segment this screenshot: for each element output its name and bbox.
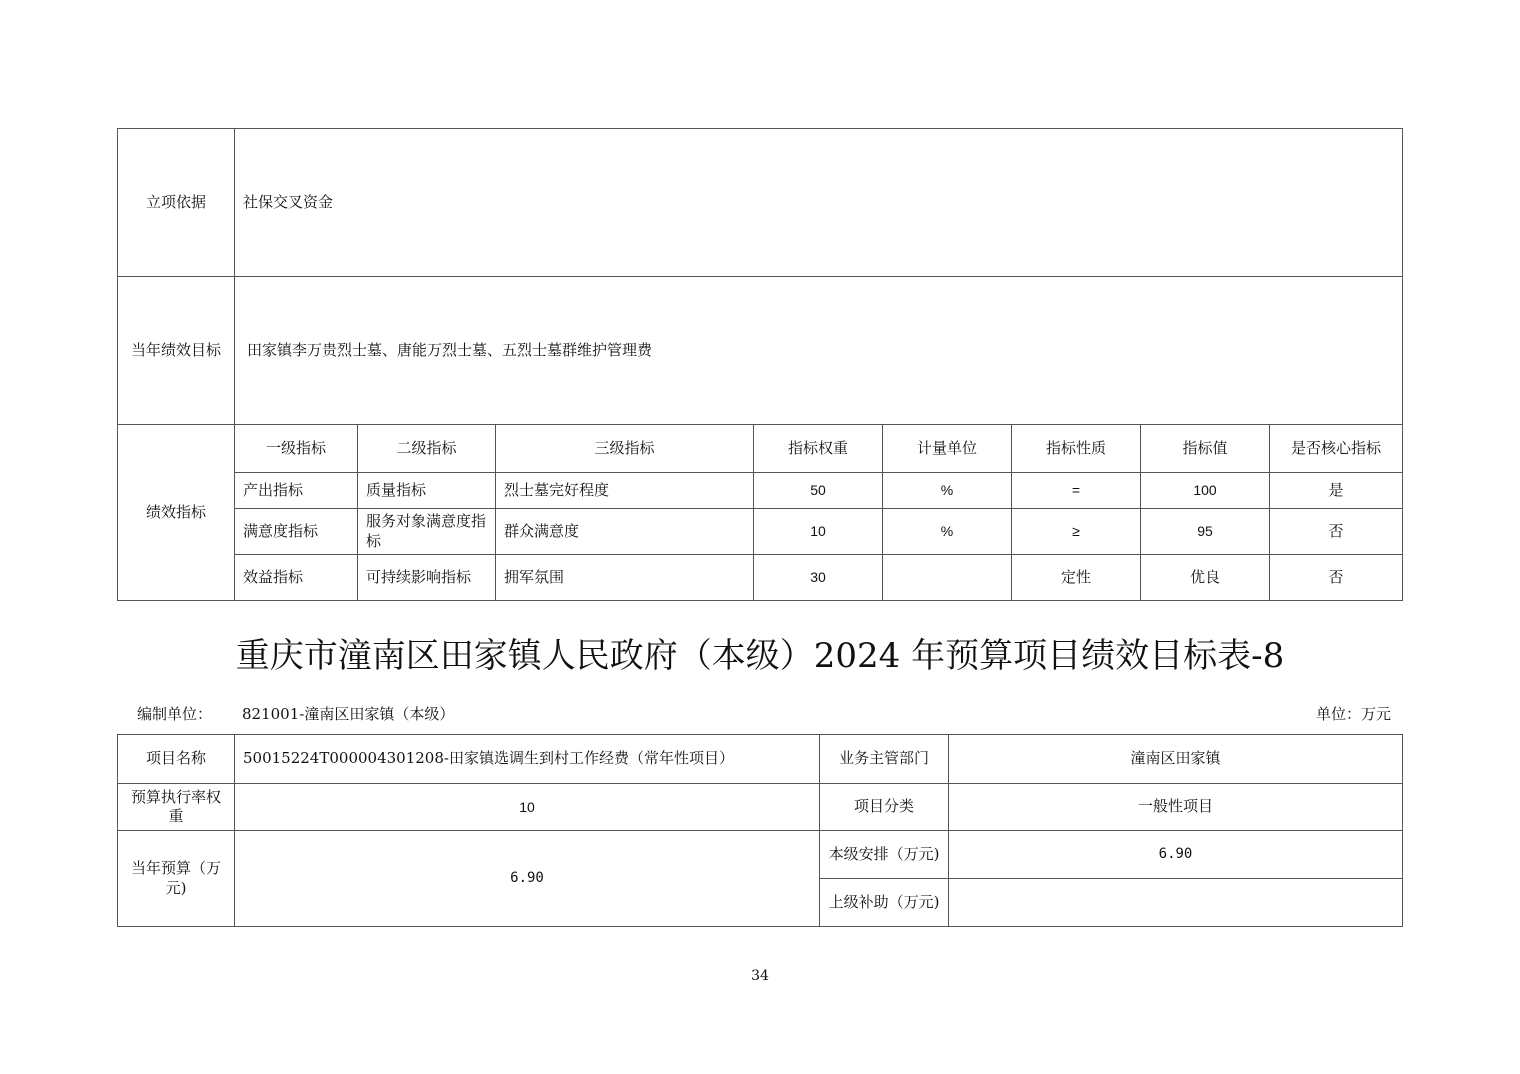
row-l3: 烈士墓完好程度 — [496, 473, 754, 509]
header-nature: 指标性质 — [1012, 425, 1141, 473]
row-l1: 效益指标 — [235, 555, 358, 601]
upper-subsidy-label: 上级补助（万元) — [820, 879, 949, 927]
page-number: 34 — [751, 968, 769, 984]
row-nature: = — [1012, 473, 1141, 509]
row-weight: 50 — [754, 473, 883, 509]
project-info-table — [117, 734, 1403, 927]
row-unit: % — [883, 473, 1012, 509]
row-l2: 质量指标 — [358, 473, 496, 509]
row-core: 否 — [1270, 555, 1403, 601]
header-value: 指标值 — [1141, 425, 1270, 473]
org-value: 821001-潼南区田家镇（本级） — [242, 705, 455, 723]
dept-value: 潼南区田家镇 — [949, 735, 1403, 784]
header-l2: 二级指标 — [358, 425, 496, 473]
row-nature: 定性 — [1012, 555, 1141, 601]
row-l3: 拥军氛围 — [496, 555, 754, 601]
row-l2: 可持续影响指标 — [358, 555, 496, 601]
header-unit: 计量单位 — [883, 425, 1012, 473]
goal-value: 田家镇李万贵烈士墓、唐能万烈士墓、五烈士墓群维护管理费 — [235, 277, 1403, 425]
exec-rate-value: 10 — [235, 784, 820, 831]
performance-indicator-table — [117, 128, 1403, 601]
basis-label: 立项依据 — [118, 129, 235, 277]
document-title: 重庆市潼南区田家镇人民政府（本级）2024 年预算项目绩效目标表-8 — [235, 636, 1285, 676]
row-core: 否 — [1270, 509, 1403, 555]
project-name-value: 50015224T000004301208-田家镇选调生到村工作经费（常年性项目） — [235, 735, 820, 784]
row-l2: 服务对象满意度指标 — [358, 509, 496, 555]
row-l1: 满意度指标 — [235, 509, 358, 555]
row-nature: ≥ — [1012, 509, 1141, 555]
row-unit: % — [883, 509, 1012, 555]
row-value: 优良 — [1141, 555, 1270, 601]
category-label: 项目分类 — [820, 784, 949, 831]
dept-label: 业务主管部门 — [820, 735, 949, 784]
org-label: 编制单位： — [137, 705, 213, 723]
row-l3: 群众满意度 — [496, 509, 754, 555]
row-core: 是 — [1270, 473, 1403, 509]
upper-subsidy-value — [949, 879, 1403, 927]
row-unit — [883, 555, 1012, 601]
perf-label: 绩效指标 — [118, 425, 235, 601]
row-value: 100 — [1141, 473, 1270, 509]
local-label: 本级安排（万元) — [820, 831, 949, 879]
budget-label: 当年预算（万元) — [118, 831, 235, 927]
header-l3: 三级指标 — [496, 425, 754, 473]
table-row — [118, 473, 1403, 509]
row-weight: 10 — [754, 509, 883, 555]
budget-value: 6.90 — [235, 831, 820, 927]
table-row — [118, 509, 1403, 555]
basis-value: 社保交叉资金 — [235, 129, 1403, 277]
header-l1: 一级指标 — [235, 425, 358, 473]
local-value: 6.90 — [949, 831, 1403, 879]
project-name-label: 项目名称 — [118, 735, 235, 784]
row-value: 95 — [1141, 509, 1270, 555]
goal-label: 当年绩效目标 — [118, 277, 235, 425]
exec-rate-label: 预算执行率权重 — [118, 784, 235, 831]
unit-label: 单位：万元 — [1315, 705, 1391, 723]
header-core: 是否核心指标 — [1270, 425, 1403, 473]
row-l1: 产出指标 — [235, 473, 358, 509]
header-weight: 指标权重 — [754, 425, 883, 473]
table-row — [118, 555, 1403, 601]
category-value: 一般性项目 — [949, 784, 1403, 831]
row-weight: 30 — [754, 555, 883, 601]
